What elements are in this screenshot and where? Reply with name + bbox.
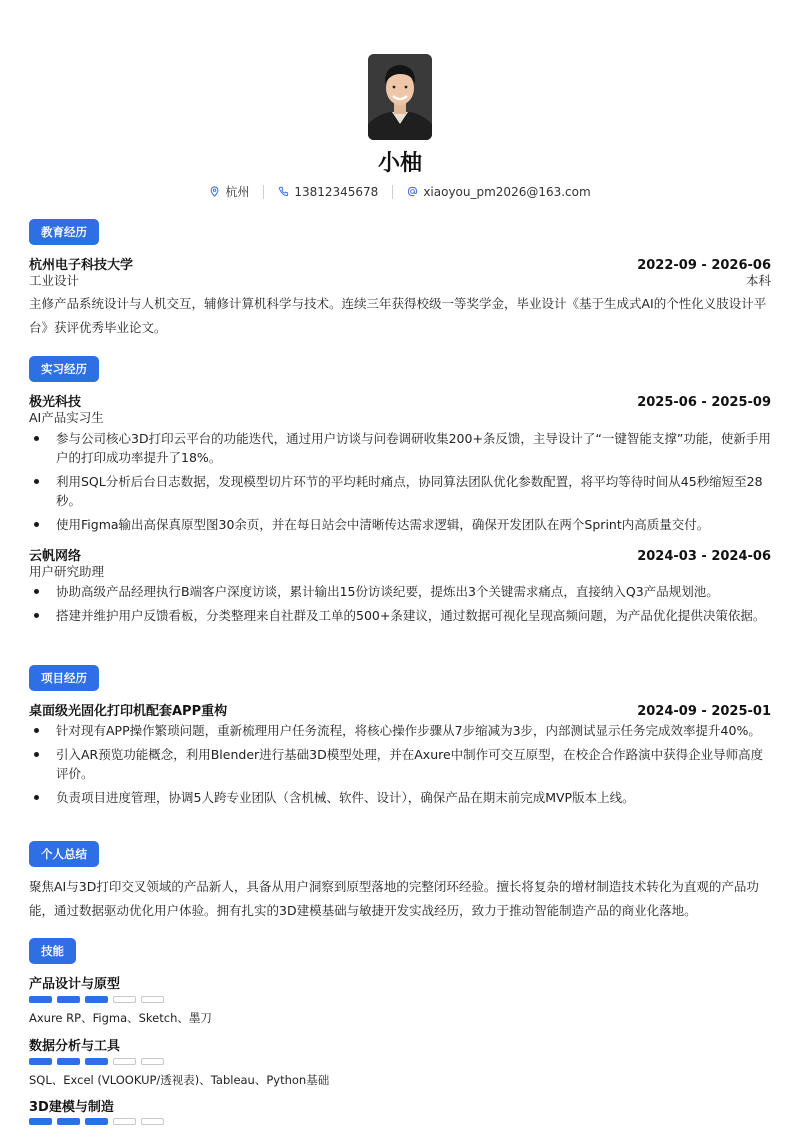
candidate-name: 小柚 [377, 151, 422, 176]
divider [392, 185, 393, 199]
skill-level-segment [85, 996, 108, 1003]
list-item: 利用SQL分析后台日志数据，发现模型切片环节的平均耗时痛点，协同算法团队优化参数配置，将平均等待时间从45秒缩短至28秒。 [29, 472, 771, 510]
company-name: 极光科技 [29, 395, 82, 410]
summary-section [29, 841, 771, 926]
education-description: 主修产品系统设计与人机交互，辅修计算机科学与技术。连续三年获得校级一等奖学金，毕业设计《基于生成式AI的个性化义肢设计平台》获评优秀毕业论文。 [29, 296, 767, 335]
skill-name: 3D建模与制造 [29, 1100, 114, 1115]
contact-bar [0, 183, 800, 200]
job-role: AI产品实习生 [29, 410, 104, 425]
phone-text: 13812345678 [294, 184, 379, 199]
company-name: 云帆网络 [29, 549, 82, 564]
divider [263, 185, 264, 199]
project-dates: 2024-09 - 2025-01 [637, 704, 771, 719]
project-header-row [29, 700, 771, 719]
list-item: 引入AR预览功能概念，利用Blender进行基础3D模型处理，并在Axure中制作可交互原型，在校企合作路演中获得企业导师高度评价。 [29, 745, 771, 783]
internship-bullets [29, 429, 771, 539]
section-heading-skills: 技能 [29, 938, 76, 964]
section-heading-project: 项目经历 [29, 665, 99, 691]
list-item: 协助高级产品经理执行B端客户深度访谈，累计输出15份访谈纪要，提炼出3个关键需求痛点，直接纳入Q3产品规划池。 [29, 582, 771, 601]
skill-level-bar [29, 1058, 164, 1065]
portrait-image [368, 54, 432, 140]
summary-text: 聚焦AI与3D打印交叉领域的产品新人，具备从用户洞察到原型落地的完整闭环经验。擅长将复杂的增材制造技术转化为直观的产品功能，通过数据驱动优化用户体验。拥有扎实的3D建模基础与敏捷开发实战经历，致力于推动智能制造产品的商业化落地。 [29, 879, 759, 918]
internship-bullets [29, 582, 771, 630]
project-bullets [29, 721, 771, 812]
internship-dates: 2024-03 - 2024-06 [637, 549, 771, 564]
degree: 本科 [745, 273, 771, 288]
phone-icon [278, 186, 289, 197]
skill-level-segment [57, 996, 80, 1003]
list-item: 针对现有APP操作繁琐问题，重新梳理用户任务流程，将核心操作步骤从7步缩减为3步，内部测试显示任务完成效率提升40%。 [29, 721, 771, 740]
email-text: xiaoyou_pm2026@163.com [423, 184, 591, 199]
list-item: 参与公司核心3D打印云平台的功能迭代，通过用户访谈与问卷调研收集200+条反馈，主导设计了“一键智能支撑”功能，使新手用户的打印成功率提升了18%。 [29, 429, 771, 467]
contact-email [407, 185, 590, 199]
location-pin-icon [209, 186, 220, 197]
list-item: 搭建并维护用户反馈看板，分类整理来自社群及工单的500+条建议，通过数据可视化呈现高频问题，为产品优化提供决策依据。 [29, 606, 771, 625]
skill-level-segment [57, 1058, 80, 1065]
skill-level-segment [29, 1118, 52, 1125]
skill-level-segment [141, 1118, 164, 1125]
skill-description: SQL、Excel (VLOOKUP/透视表)、Tableau、Python基础 [29, 1073, 330, 1087]
at-sign-icon [407, 186, 418, 197]
skill-level-segment [113, 996, 136, 1003]
skill-level-segment [85, 1058, 108, 1065]
internship-dates: 2025-06 - 2025-09 [637, 395, 771, 410]
skill-description: Axure RP、Figma、Sketch、墨刀 [29, 1011, 212, 1025]
internship-role-row [29, 408, 771, 426]
skill-level-segment [113, 1118, 136, 1125]
skill-level-segment [141, 996, 164, 1003]
avatar [368, 54, 432, 140]
skill-level-bar [29, 996, 164, 1003]
skill-level-segment [141, 1058, 164, 1065]
section-heading-internship: 实习经历 [29, 356, 99, 382]
project-section [29, 665, 771, 825]
skill-level-segment [29, 1058, 52, 1065]
skill-level-bar [29, 1118, 164, 1125]
section-heading-summary: 个人总结 [29, 841, 99, 867]
skill-name: 产品设计与原型 [29, 977, 121, 992]
major: 工业设计 [29, 273, 80, 288]
section-heading-education: 教育经历 [29, 219, 99, 245]
job-role: 用户研究助理 [29, 564, 105, 579]
skill-level-segment [85, 1118, 108, 1125]
education-section [29, 219, 771, 339]
contact-phone [278, 185, 378, 199]
skill-level-segment [57, 1118, 80, 1125]
internship-section [29, 356, 771, 646]
skill-level-segment [29, 996, 52, 1003]
skills-section [29, 938, 771, 1130]
internship-role-row [29, 562, 771, 580]
skill-level-segment [113, 1058, 136, 1065]
list-item: 使用Figma输出高保真原型图30余页，并在每日站会中清晰传达需求逻辑，确保开发团队在两个Sprint内高质量交付。 [29, 515, 771, 534]
city-text: 杭州 [225, 185, 250, 199]
contact-city [209, 183, 249, 200]
school-name: 杭州电子科技大学 [29, 258, 134, 273]
education-dates: 2022-09 - 2026-06 [637, 258, 771, 273]
skill-name: 数据分析与工具 [29, 1039, 121, 1054]
project-title: 桌面级光固化打印机配套APP重构 [29, 704, 228, 719]
education-sub-row [29, 271, 771, 289]
list-item: 负责项目进度管理，协调5人跨专业团队（含机械、软件、设计），确保产品在期末前完成MVP版本上线。 [29, 788, 771, 807]
